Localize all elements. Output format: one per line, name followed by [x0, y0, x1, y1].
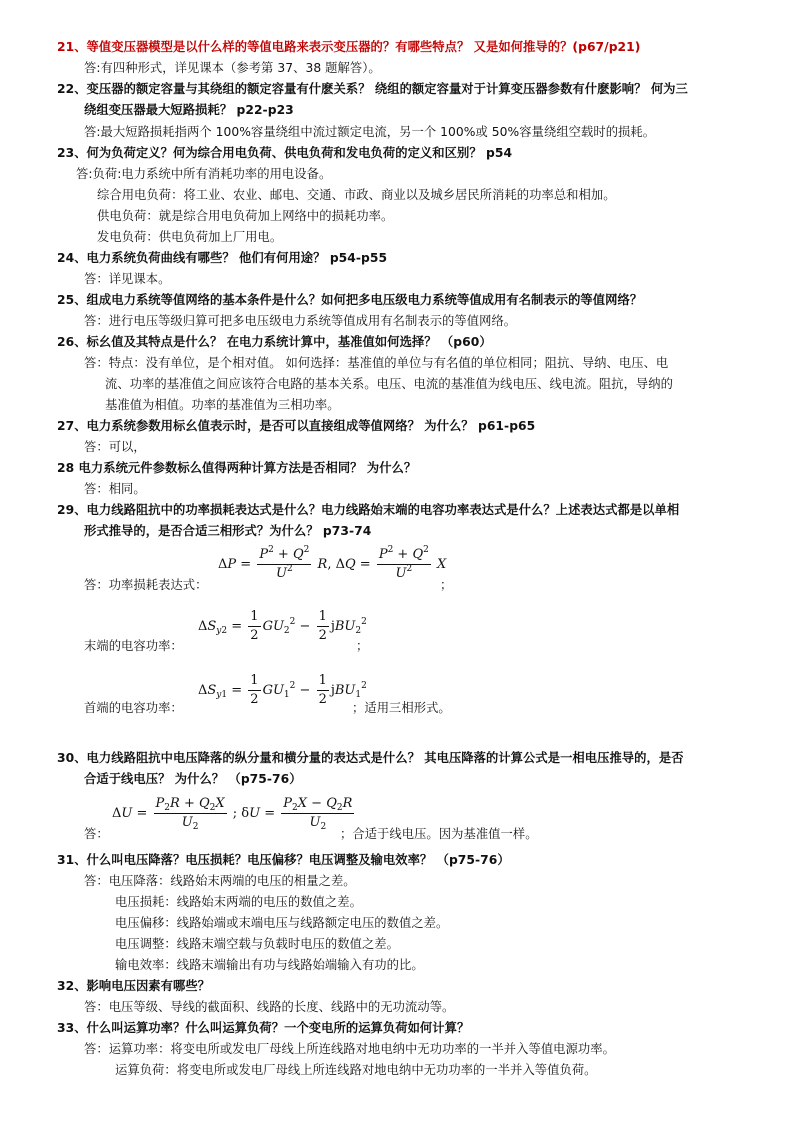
answer-29-label: 首端的电容功率： — [84, 701, 183, 715]
answer-33: 答：运算功率：将变电所或发电厂母线上所连线路对地电纳中无功功率的一半并入等值电源功率。 — [84, 1042, 615, 1056]
end-capacitive-power-formula: $\Delta S_{y2}$ = $\frac{1}{2}$ $GU_2^2$ − $\frac{1}{2}$ jBU$_2^2$ — [198, 609, 367, 643]
answer-33-line: 运算负荷：将变电所或发电厂母线上所连线路对地电纳中无功功率的一半并入等值负荷。 — [115, 1063, 597, 1077]
answer-29-label: 答：功率损耗表达式： — [84, 578, 208, 592]
answer-29-label: 末端的电容功率： — [84, 639, 183, 653]
answer-30-label: 答： — [84, 827, 109, 841]
answer-31-line: 电压损耗：线路始末两端的电压的数值之差。 — [115, 895, 362, 909]
answer-26-line: 基准值为相值。功率的基准值为三相功率。 — [105, 398, 340, 412]
question-25: 25、组成电力系统等值网络的基本条件是什么？如何把多电压级电力系统等值成用有名制表示的等值网络？ — [57, 293, 643, 307]
question-28: 28 电力系统元件参数标么值得两种计算方法是否相同？ 为什么？ — [57, 461, 417, 475]
voltage-drop-formula: ΔU = $\frac{P_2R + Q_2X}{U_2}$ ; δU = $\frac{P_2X - Q_2R}{U_2}$ — [112, 796, 353, 832]
answer-27: 答：可以， — [84, 440, 146, 454]
question-31: 31、什么叫电压降落？电压损耗？电压偏移？电压调整及输电效率？ （p75-76） — [57, 853, 510, 867]
answer-30-tail: ；合适于线电压。因为基准值一样。 — [340, 827, 538, 841]
answer-24: 答：详见课本。 — [84, 272, 171, 286]
question-33: 33、什么叫运算功率？什么叫运算负荷？一个变电所的运算负荷如何计算？ — [57, 1021, 470, 1035]
answer-23-line: 供电负荷：就是综合用电负荷加上网络中的损耗功率。 — [97, 209, 394, 223]
question-32: 32、影响电压因素有哪些？ — [57, 979, 211, 993]
question-24: 24、电力系统负荷曲线有哪些？ 他们有何用途？ p54-p55 — [57, 251, 388, 265]
start-capacitive-power-formula: $\Delta S_{y1}$ = $\frac{1}{2}$ $GU_1^2$ − $\frac{1}{2}$ jBU$_1^2$ — [198, 673, 367, 707]
answer-26: 答：特点：没有单位，是个相对值。 如何选择：基准值的单位与有名值的单位相同；阻抗、导纳、电压、电 — [84, 356, 669, 370]
answer-21: 答:有四种形式，详见课本（参考第 37、38 题解答）。 — [84, 61, 381, 75]
answer-23-line: 发电负荷：供电负荷加上厂用电。 — [97, 230, 283, 244]
answer-31-line: 电压偏移：线路始端或末端电压与线路额定电压的数值之差。 — [115, 916, 449, 930]
answer-26-line: 流、功率的基准值之间应该符合电路的基本关系。电压、电流的基准值为线电压、线电流。阻抗，导纳的 — [105, 377, 673, 391]
question-23: 23、何为负荷定义？何为综合用电负荷、供电负荷和发电负荷的定义和区别？ p54 — [57, 146, 513, 160]
question-30: 30、电力线路阻抗中电压降落的纵分量和横分量的表达式是什么？ 其电压降落的计算公式是一相电压推导的，是否 — [57, 751, 684, 765]
question-22-cont: 绕组变压器最大短路损耗？ p22-p23 — [84, 103, 294, 117]
answer-23-line: 综合用电负荷：将工业、农业、邮电、交通、市政、商业以及城乡居民所消耗的功率总和相加。 — [97, 188, 616, 202]
question-27: 27、电力系统参数用标幺值表示时，是否可以直接组成等值网络？ 为什么？ p61-p65 — [57, 419, 536, 433]
semicolon: ； — [356, 639, 369, 653]
answer-31: 答：电压降落：线路始末两端的电压的相量之差。 — [84, 874, 356, 888]
answer-31-line: 电压调整：线路末端空载与负载时电压的数值之差。 — [115, 937, 399, 951]
answer-31-line: 输电效率：线路末端输出有功与线路始端输入有功的比。 — [115, 958, 424, 972]
answer-29-tail: ；适用三相形式。 — [352, 701, 451, 715]
power-loss-formula: ΔP = $\frac{P^2 + Q^2}{U^2}$ R, ΔQ = $\frac{P^2 + Q^2}{U^2}$ X — [218, 545, 447, 581]
question-29-cont: 形式推导的，是否合适三相形式？为什么？ p73-74 — [84, 524, 372, 538]
answer-23: 答:负荷:电力系统中所有消耗功率的用电设备。 — [76, 167, 332, 181]
question-30-cont: 合适于线电压？ 为什么？ （p75-76） — [84, 772, 302, 786]
answer-22: 答:最大短路损耗指两个 100%容量绕组中流过额定电流，另一个 100%或 50%容量绕组空载时的损耗。 — [84, 125, 656, 139]
answer-25: 答：进行电压等级归算可把多电压级电力系统等值成用有名制表示的等值网络。 — [84, 314, 517, 328]
question-26: 26、标幺值及其特点是什么？ 在电力系统计算中，基准值如何选择？ （p60） — [57, 335, 492, 349]
question-21: 21、等值变压器模型是以什么样的等值电路来表示变压器的？有哪些特点？ 又是如何推导的？(p67/p21) — [57, 40, 641, 54]
question-22: 22、变压器的额定容量与其绕组的额定容量有什麽关系？ 绕组的额定容量对于计算变压器参数有什麽影响？ 何为三 — [57, 82, 688, 96]
answer-32: 答：电压等级、导线的截面积、线路的长度、线路中的无功流动等。 — [84, 1000, 455, 1014]
answer-28: 答：相同。 — [84, 482, 146, 496]
semicolon: ； — [440, 578, 453, 592]
question-29: 29、电力线路阻抗中的功率损耗表达式是什么？电力线路始末端的电容功率表达式是什么？上述表达式都是以单相 — [57, 503, 680, 517]
